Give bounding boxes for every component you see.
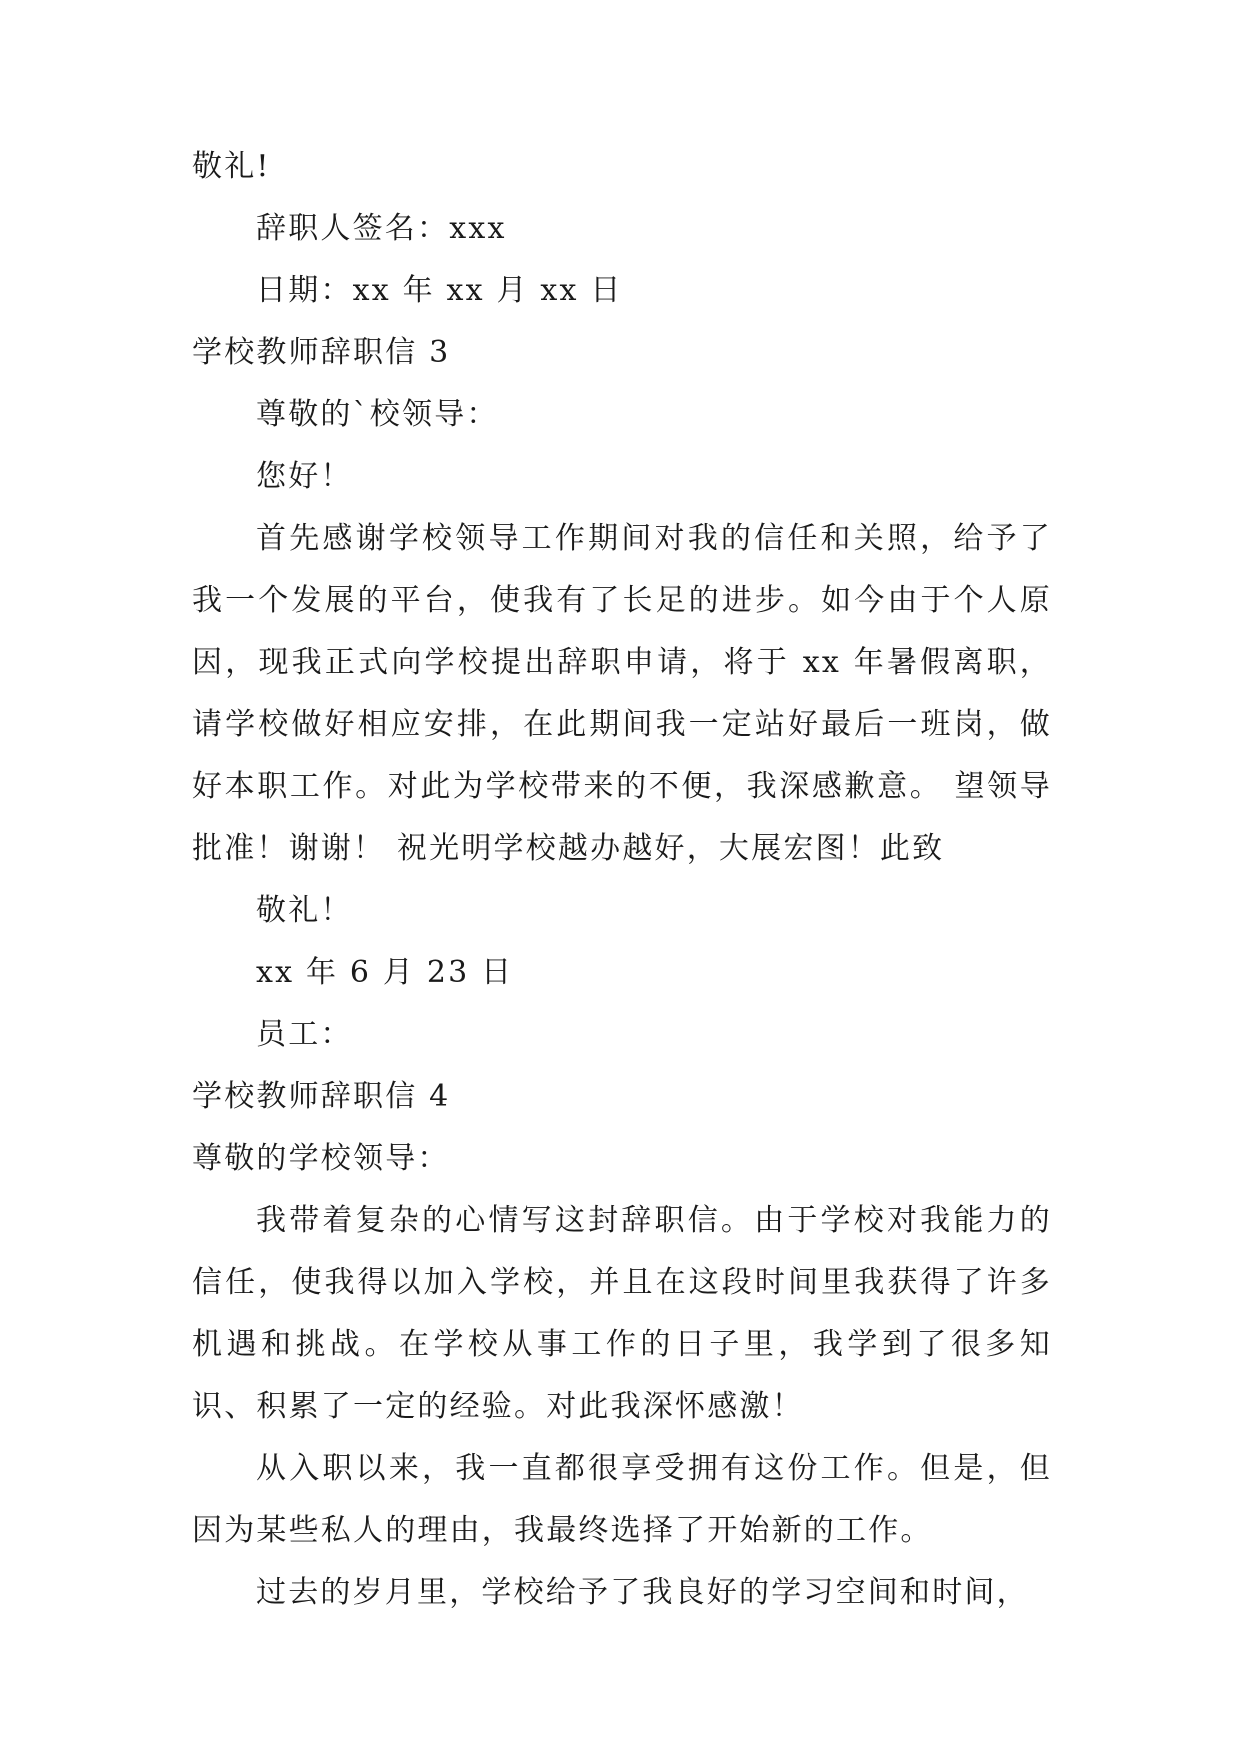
date-line: 日期：xx 年 xx 月 xx 日 [256, 273, 623, 308]
letter-4-paragraph-3: 过去的岁月里，学校给予了我良好的学习空间和时间， [256, 1575, 1029, 1610]
letter-3-employee: 员工： [256, 1017, 353, 1052]
signature-line: 辞职人签名：xxx [256, 211, 507, 246]
closing-salutation: 敬礼! [192, 149, 271, 184]
letter-3-greeting: 尊敬的`校领导： [256, 397, 499, 432]
letter-4-title: 学校教师辞职信 4 [192, 1079, 451, 1114]
letter-3-closing: 敬礼！ [256, 893, 353, 928]
letter-4-greeting: 尊敬的学校领导： [192, 1141, 450, 1176]
letter-4-paragraph-2: 从入职以来，我一直都很享受拥有这份工作。但是，但因为某些私人的理由，我最终选择了开始新的工作。 [192, 1451, 1052, 1548]
letter-4-paragraph-1: 我带着复杂的心情写这封辞职信。由于学校对我能力的信任，使我得以加入学校，并且在这段时间里我获得了许多机遇和挑战。在学校从事工作的日子里，我学到了很多知识、积累了一定的经验。对此我深怀感激！ [192, 1203, 1052, 1424]
document-body [192, 149, 1052, 1640]
letter-3-hello: 您好！ [256, 459, 353, 494]
letter-3-title: 学校教师辞职信 3 [192, 335, 451, 370]
letter-3-body: 首先感谢学校领导工作期间对我的信任和关照，给予了我一个发展的平台，使我有了长足的进步。如今由于个人原因，现我正式向学校提出辞职申请，将于 xx 年暑假离职，请学校做好相应安排，在此期间我一定站好最后一班岗，做好本职工作。对此为学校带来的不便，我深感歉意。 望领导批准！谢谢！ 祝光明学校越办越好，大展宏图！此致 [192, 521, 1052, 866]
letter-3-date: xx 年 6 月 23 日 [256, 955, 514, 990]
